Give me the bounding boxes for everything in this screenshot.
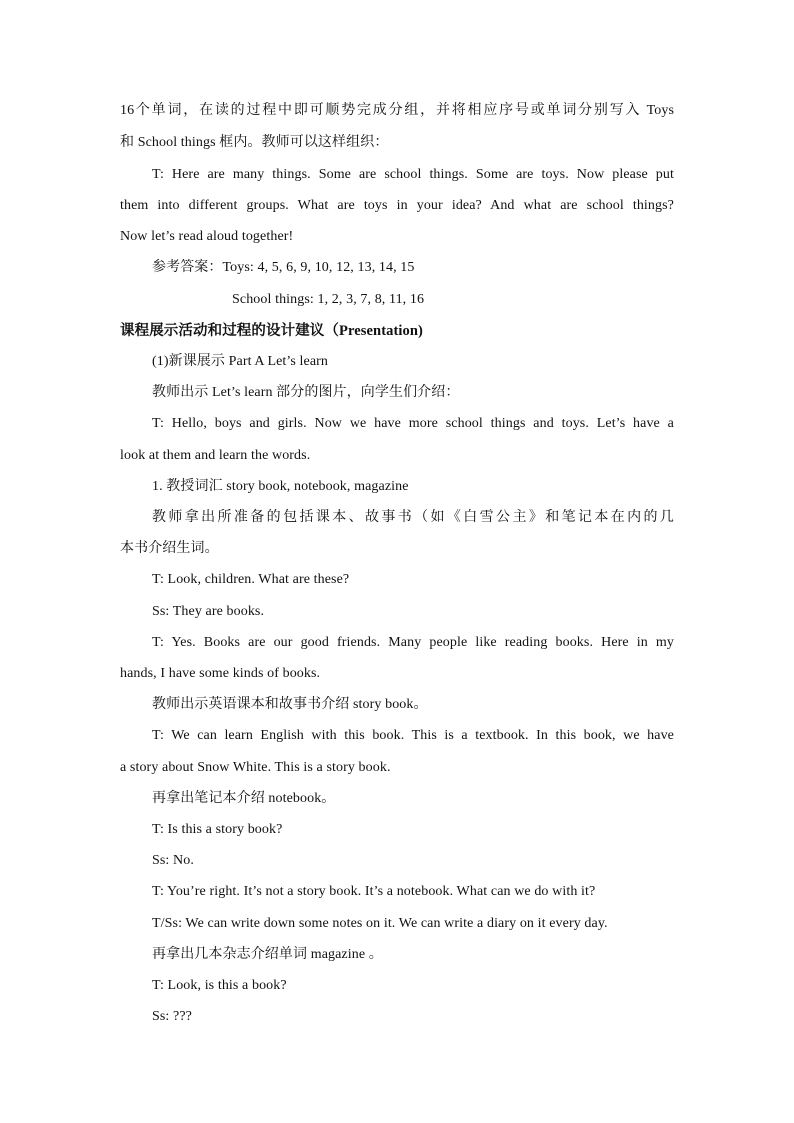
dialogue-line: T: Is this a story book? [152,822,283,837]
dialogue-line: Ss: No. [152,853,194,868]
dialogue-line: a story about Snow White. This is a story book. [120,760,391,775]
paragraph-line: 再拿出笔记本介绍 notebook。 [152,791,336,806]
paragraph-line: 16个单词，在读的过程中即可顺势完成分组，并将相应序号或单词分别写入 Toys [120,103,674,118]
paragraph-line: 教师拿出所准备的包括课本、故事书（如《白雪公主》和笔记本在内的几 [152,510,674,525]
dialogue-line: them into different groups. What are toys in your idea? And what are school things? [120,198,674,213]
subsection-title: (1)新课展示 Part A Let’s learn [152,354,329,369]
dialogue-line: Now let’s read aloud together! [120,229,294,244]
dialogue-line: T: Hello, boys and girls. Now we have more school things and toys. Let’s have a [152,416,674,431]
paragraph-line: 再拿出几本杂志介绍单词 magazine 。 [152,947,383,962]
dialogue-line: T: We can learn English with this book. This is a textbook. In this book, we have [152,728,674,743]
dialogue-line: T: Look, is this a book? [152,978,287,993]
paragraph-line: 和 School things 框内。教师可以这样组织： [120,135,389,150]
dialogue-line: hands, I have some kinds of books. [120,666,321,681]
dialogue-line: T: You’re right. It’s not a story book. It’s a notebook. What can we do with it? [152,884,596,899]
paragraph-line: 本书介绍生词。 [120,541,219,556]
dialogue-line: T: Look, children. What are these? [152,572,350,587]
section-heading: 课程展示活动和过程的设计建议（Presentation) [120,323,423,339]
answer-school-things: School things: 1, 2, 3, 7, 8, 11, 16 [232,292,425,307]
paragraph-line: 教师出示 Let’s learn 部分的图片，向学生们介绍： [152,385,460,400]
dialogue-line: Ss: ??? [152,1009,192,1024]
answer-toys: 参考答案：Toys: 4, 5, 6, 9, 10, 12, 13, 14, 15 [152,260,415,275]
dialogue-line: T: Here are many things. Some are school things. Some are toys. Now please put [152,167,674,182]
dialogue-line: Ss: They are books. [152,604,265,619]
dialogue-line: look at them and learn the words. [120,448,311,463]
dialogue-line: T/Ss: We can write down some notes on it. We can write a diary on it every day. [152,916,608,931]
dialogue-line: T: Yes. Books are our good friends. Many people like reading books. Here in my [152,635,674,650]
step-title: 1. 教授词汇 story book, notebook, magazine [152,479,409,494]
paragraph-line: 教师出示英语课本和故事书介绍 story book。 [152,697,428,712]
